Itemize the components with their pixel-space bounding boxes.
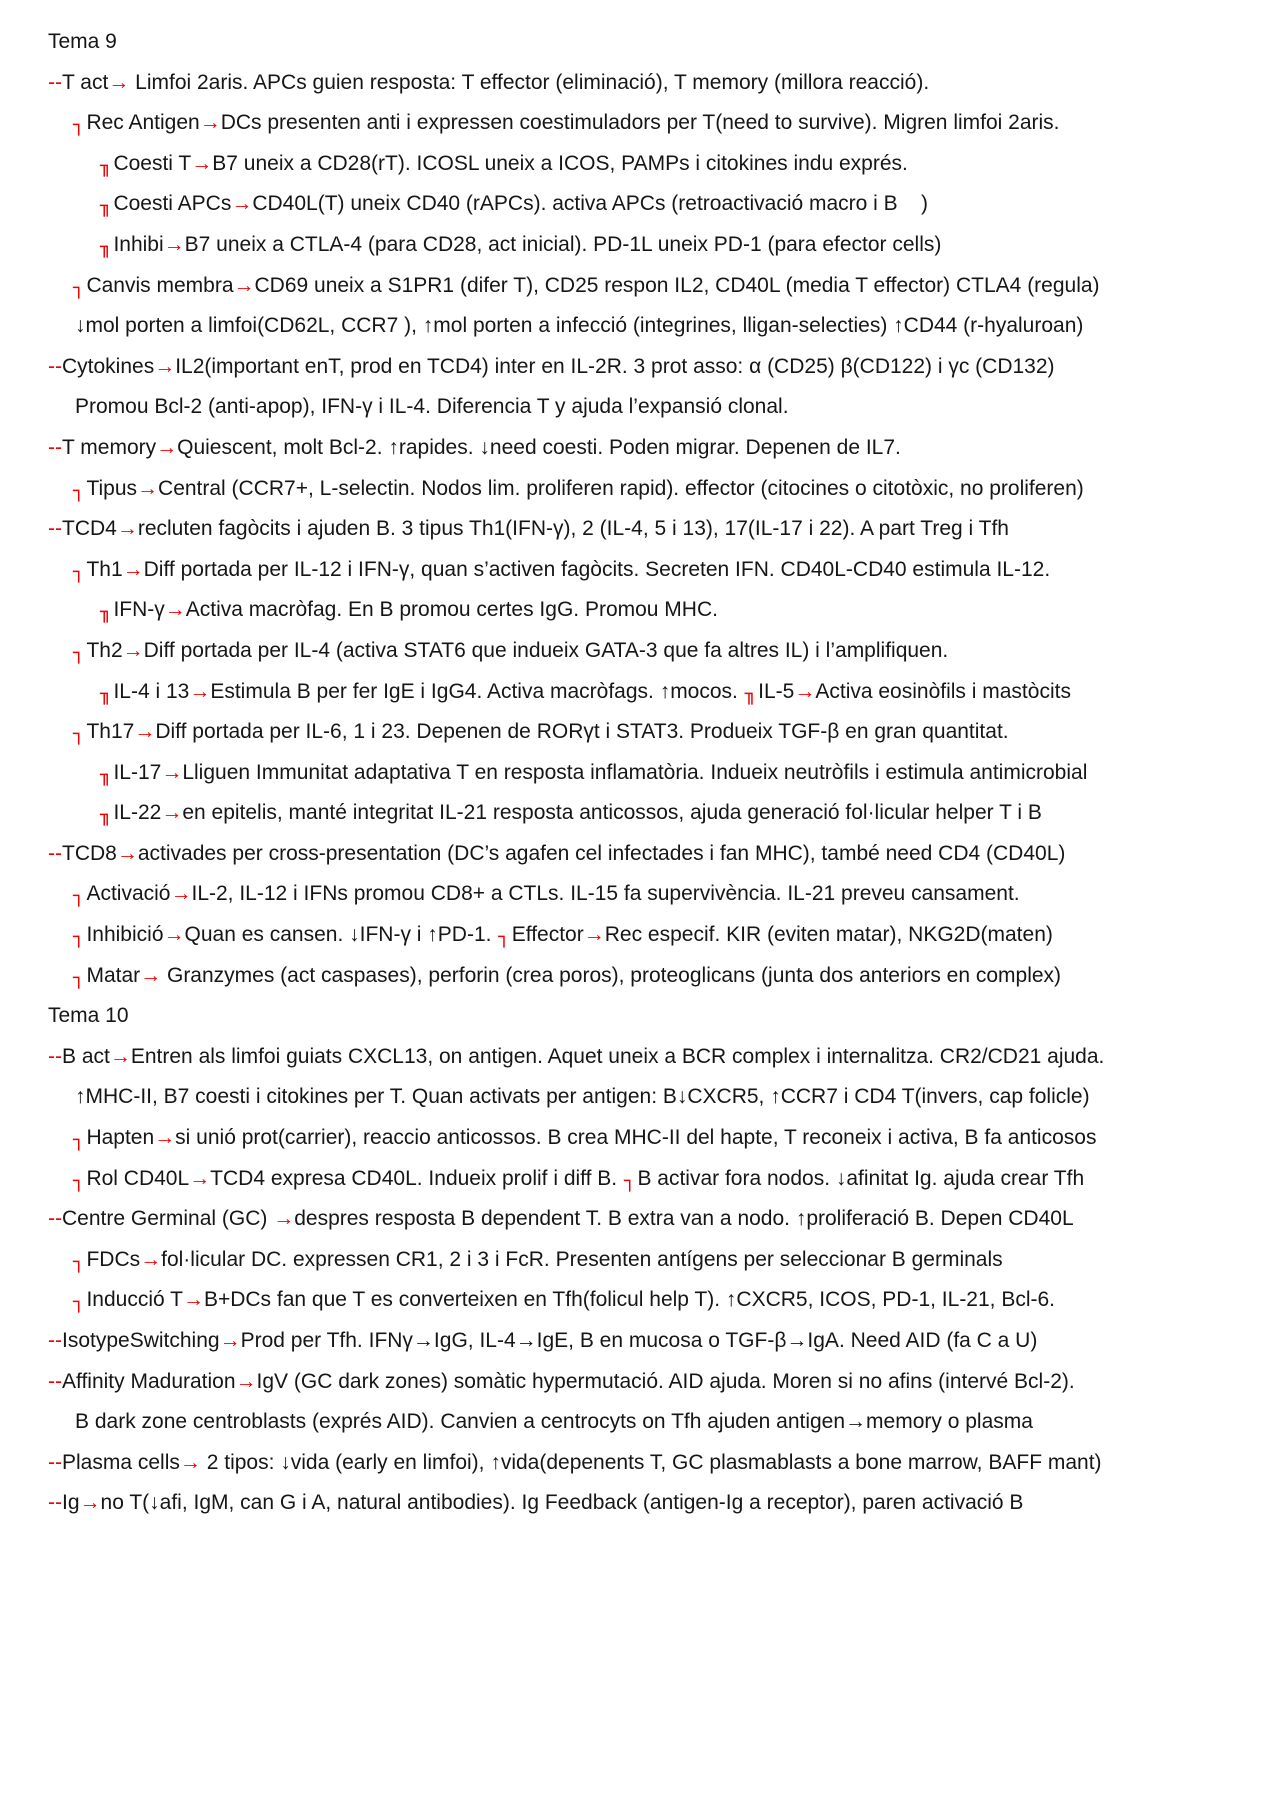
arrow-icon: → [108, 70, 136, 94]
text-segment: DCs presenten anti i expressen coestimuladors per T(need to survive). Migren limfoi 2aris. [220, 111, 1060, 135]
arrow-icon: → [79, 1491, 101, 1515]
note-line [0, 1199, 1280, 1240]
text-segment: ↓mol porten a limfoi(CD62L, CCR7 ), ↑mol porten a infecció (integrines, lligan-selecties) ↑CD44 (r-hyaluroan) [75, 314, 1084, 338]
bullet-icon: ┐ [73, 885, 85, 908]
dash-bullet-icon: -- [48, 1491, 62, 1515]
text-segment: FDCs [86, 1247, 141, 1271]
text-segment: Diff portada per IL-12 i IFN-γ, quan s’activen fagòcits. Secreten IFN. CD40L-CD40 estimula IL-12. [143, 557, 1051, 581]
dash-bullet-icon: -- [48, 354, 62, 378]
bullet-icon: ╖ [744, 682, 757, 705]
arrow-icon: → [233, 273, 255, 297]
text-segment: CD69 uneix a S1PR1 (difer T), CD25 respon IL2, CD40L (media T effector) CTLA4 (regula) [254, 273, 1100, 297]
note-line [0, 956, 1280, 997]
arrow-icon: → [164, 598, 186, 622]
bullet-icon: ┐ [73, 114, 85, 137]
arrow-icon: → [235, 1369, 257, 1393]
bullet-icon: ┐ [73, 723, 85, 746]
arrow-icon: → [170, 882, 192, 906]
arrow-icon: → [191, 151, 213, 175]
arrow-icon: → [179, 1450, 207, 1474]
note-line [0, 1321, 1280, 1362]
text-segment: Rec Antigen [86, 111, 200, 135]
bullet-icon: ┐ [73, 479, 85, 502]
bullet-icon: ┐ [73, 966, 85, 989]
arrow-icon: → [137, 476, 159, 500]
text-segment: Ig [62, 1491, 80, 1515]
text-segment: Promou Bcl-2 (anti-apop), IFN-γ i IL-4. Diferencia T y ajuda l’expansió clonal. [75, 395, 789, 419]
note-line [0, 834, 1280, 875]
arrow-icon: → [163, 923, 185, 947]
text-segment: IL-5 [758, 679, 795, 703]
note-line [0, 631, 1280, 672]
note-line [0, 753, 1280, 794]
note-line [0, 144, 1280, 185]
note-line [0, 469, 1280, 510]
note-line [0, 1280, 1280, 1321]
arrow-icon: → [154, 1126, 176, 1150]
arrow-icon: → [109, 1044, 131, 1068]
arrow-icon: → [154, 354, 176, 378]
text-segment: IL-2, IL-12 i IFNs promou CD8+ a CTLs. IL-15 fa supervivència. IL-21 preveu cansament. [191, 882, 1020, 906]
note-line [0, 387, 1280, 428]
note-line [0, 1483, 1280, 1524]
note-line [0, 1362, 1280, 1403]
arrow-icon: → [140, 963, 167, 987]
text-segment: Hapten [86, 1126, 155, 1150]
arrow-icon: → [219, 1329, 241, 1352]
text-segment: Quiescent, molt Bcl-2. ↑rapides. ↓need coesti. Poden migrar. Depenen de IL7. [177, 435, 901, 459]
text-segment: IL-4 i 13 [113, 679, 190, 703]
note-line [0, 1240, 1280, 1281]
bullet-icon: ┐ [73, 1129, 85, 1152]
arrow-icon: → [116, 517, 138, 541]
note-line [0, 1443, 1280, 1484]
note-line [0, 1402, 1280, 1443]
note-line [0, 672, 1280, 713]
text-segment: B activar fora nodos. ↓afinitat Ig. ajuda crear Tfh [637, 1166, 1085, 1190]
arrow-icon: → [189, 1166, 211, 1190]
bullet-icon: ╖ [100, 763, 112, 786]
text-segment: B7 uneix a CTLA-4 (para CD28, act inicial). PD-1L uneix PD-1 (para efector cells) [184, 232, 942, 256]
text-segment: T memory [62, 435, 157, 459]
note-line [0, 874, 1280, 915]
note-line [0, 1077, 1280, 1118]
text-segment: fol·licular DC. expressen CR1, 2 i 3 i FcR. Presenten antígens per seleccionar B germinals [161, 1247, 1003, 1271]
text-segment: Plasma cells [62, 1450, 180, 1474]
note-line [0, 793, 1280, 834]
dash-bullet-icon: -- [48, 435, 62, 459]
bullet-icon: ┐ [73, 560, 85, 583]
text-segment: CD40L(T) uneix CD40 (rAPCs). activa APCs (retroactivació macro i B ) [252, 192, 929, 216]
note-line [0, 915, 1280, 956]
dash-bullet-icon: -- [48, 517, 62, 541]
arrow-icon: → [134, 720, 156, 744]
text-segment: IL-17 [113, 760, 162, 784]
note-line [0, 550, 1280, 591]
text-segment: Affinity Maduration [62, 1369, 236, 1393]
bullet-icon: ╖ [100, 195, 112, 218]
text-segment: IsotypeSwitching [62, 1329, 220, 1352]
dash-bullet-icon: -- [48, 1044, 62, 1068]
text-segment: Effector [511, 923, 584, 947]
text-segment: Diff portada per IL-4 (activa STAT6 que indueix GATA-3 que fa altres IL) i l’amplifiquen. [143, 638, 949, 662]
bullet-icon: ┐ [73, 926, 85, 949]
text-segment: Inhibi [113, 232, 164, 256]
arrow-icon: → [163, 232, 185, 256]
dash-bullet-icon: -- [48, 70, 62, 94]
arrow-icon: → [122, 638, 144, 662]
text-segment: ↑MHC-II, B7 coesti i citokines per T. Quan activats per antigen: B↓CXCR5, ↑CCR7 i CD4 T(invers, cap folicle) [75, 1085, 1090, 1109]
bullet-icon: ┐ [73, 276, 85, 299]
bullet-icon: ┐ [73, 1291, 85, 1314]
text-segment: IgV (GC dark zones) somàtic hypermutació. AID ajuda. Moren si no afins (intervé Bcl-2). [256, 1369, 1075, 1393]
note-line [0, 184, 1280, 225]
text-segment: Lliguen Immunitat adaptativa T en resposta inflamatòria. Indueix neutròfils i estimula antimicrobial [182, 760, 1088, 784]
note-line [0, 428, 1280, 469]
note-line [0, 1037, 1280, 1078]
arrow-icon: → [189, 679, 211, 703]
bullet-icon: ╖ [100, 601, 112, 624]
text-segment: Coesti T [113, 151, 192, 175]
note-line [0, 712, 1280, 753]
dash-bullet-icon: -- [48, 1450, 62, 1474]
bullet-icon: ┐ [498, 926, 510, 949]
bullet-icon: ┐ [73, 1250, 85, 1273]
text-segment: 2 tipos: ↓vida (early en limfoi), ↑vida(depenents T, GC plasmablasts a bone marrow, BAFF mant) [206, 1450, 1102, 1474]
note-line [0, 1159, 1280, 1200]
arrow-icon: → [794, 679, 816, 703]
text-segment: Tema 9 [48, 30, 117, 53]
text-segment: Tema 10 [48, 1004, 129, 1028]
text-segment: Rec especif. KIR (eviten matar), NKG2D(maten) [604, 923, 1053, 947]
bullet-icon: ╖ [100, 235, 112, 258]
note-line [0, 103, 1280, 144]
bullet-icon: ┐ [623, 1169, 636, 1192]
text-segment: Centre Germinal (GC) [62, 1207, 274, 1231]
note-line [0, 63, 1280, 104]
text-segment: Limfoi 2aris. APCs guien resposta: T effector (eliminació), T memory (millora reacció). [135, 70, 930, 94]
note-line [0, 1118, 1280, 1159]
arrow-icon: → [122, 557, 144, 581]
bullet-icon: ┐ [73, 1169, 85, 1192]
note-line [0, 306, 1280, 347]
text-segment: IL2(important enT, prod en TCD4) inter en IL-2R. 3 prot asso: α (CD25) β(CD122) i γc (CD132) [175, 354, 1055, 378]
text-segment: Tipus [86, 476, 138, 500]
arrow-icon: → [161, 760, 183, 784]
text-segment: en epitelis, manté integritat IL-21 resposta anticossos, ajuda generació fol·licular helper T i B [182, 801, 1042, 825]
text-segment: si unió prot(carrier), reaccio anticossos. B crea MHC-II del hapte, T reconeix i activa, B fa anticosos [175, 1126, 1097, 1150]
text-segment: Activa eosinòfils i mastòcits [815, 679, 1071, 703]
text-segment: IFN-γ [113, 598, 165, 622]
arrow-icon: → [583, 923, 605, 947]
arrow-icon: → [199, 111, 221, 135]
text-segment: activades per cross-presentation (DC’s agafen cel infectades i fan MHC), també need CD4 (CD40L) [137, 841, 1066, 865]
note-line [0, 590, 1280, 631]
text-segment: Inhibició [86, 923, 164, 947]
arrow-icon: → [116, 841, 138, 865]
text-segment: Prod per Tfh. IFNγ→IgG, IL-4→IgE, B en mucosa o TGF-β→IgA. Need AID (fa C a U) [240, 1329, 1038, 1352]
text-segment: TCD4 [62, 517, 117, 541]
text-segment: B dark zone centroblasts (exprés AID). Canvien a centrocyts on Tfh ajuden antigen→memory o plasma [75, 1410, 1033, 1434]
text-segment: Canvis membra [86, 273, 234, 297]
text-segment: Th17 [86, 720, 135, 744]
text-segment: Inducció T [86, 1288, 183, 1312]
text-segment: Estimula B per fer IgE i IgG4. Activa macròfags. ↑mocos. [210, 679, 744, 703]
note-line [0, 509, 1280, 550]
text-segment: Rol CD40L [86, 1166, 190, 1190]
dash-bullet-icon: -- [48, 1369, 62, 1393]
text-segment: TCD4 expresa CD40L. Indueix prolif i diff B. [210, 1166, 623, 1190]
text-segment: Entren als limfoi guiats CXCL13, on antigen. Aquet uneix a BCR complex i internalitza. CR2/CD21 ajuda. [130, 1044, 1105, 1068]
text-segment: Cytokines [62, 354, 155, 378]
text-segment: Activa macròfag. En B promou certes IgG. Promou MHC. [185, 598, 718, 622]
bullet-icon: ╖ [100, 154, 112, 177]
note-line [0, 266, 1280, 307]
dash-bullet-icon: -- [48, 1329, 62, 1352]
arrow-icon: → [231, 192, 253, 216]
section-title [0, 996, 1280, 1037]
text-segment: recluten fagòcits i ajuden B. 3 tipus Th1(IFN-γ), 2 (IL-4, 5 i 13), 17(IL-17 i 22). A part Treg i Tfh [137, 517, 1009, 541]
text-segment: Th2 [86, 638, 123, 662]
arrow-icon: → [273, 1207, 295, 1231]
text-segment: Diff portada per IL-6, 1 i 23. Depenen de RORγt i STAT3. Produeix TGF-β en gran quantitat. [155, 720, 1009, 744]
text-segment: B+DCs fan que T es converteixen en Tfh(folicul help T). ↑CXCR5, ICOS, PD-1, IL-21, Bcl-6. [203, 1288, 1056, 1312]
text-segment: Activació [86, 882, 171, 906]
text-segment: despres resposta B dependent T. B extra van a nodo. ↑proliferació B. Depen CD40L [294, 1207, 1074, 1231]
arrow-icon: → [156, 435, 178, 459]
text-segment: Granzymes (act caspases), perforin (crea poros), proteoglicans (junta dos anteriors en complex) [166, 963, 1062, 987]
note-line [0, 347, 1280, 388]
bullet-icon: ╖ [100, 804, 112, 827]
arrow-icon: → [140, 1247, 162, 1271]
text-segment: no T(↓afi, IgM, can G i A, natural antibodies). Ig Feedback (antigen-Ig a receptor), paren activació B [100, 1491, 1024, 1515]
text-segment: Matar [86, 963, 141, 987]
bullet-icon: ┐ [73, 641, 85, 664]
dash-bullet-icon: -- [48, 1207, 62, 1231]
arrow-icon: → [161, 801, 183, 825]
text-segment: B7 uneix a CD28(rT). ICOSL uneix a ICOS, PAMPs i citokines indu exprés. [212, 151, 908, 175]
text-segment: T act [62, 70, 109, 94]
note-line [0, 225, 1280, 266]
dash-bullet-icon: -- [48, 841, 62, 865]
text-segment: Quan es cansen. ↓IFN-γ i ↑PD-1. [184, 923, 498, 947]
bullet-icon: ╖ [100, 682, 112, 705]
text-segment: Central (CCR7+, L-selectin. Nodos lim. proliferen rapid). effector (citocines o citotòxic, no proliferen) [158, 476, 1084, 500]
text-segment: Coesti APCs [113, 192, 232, 216]
text-segment: TCD8 [62, 841, 117, 865]
text-segment: B act [62, 1044, 110, 1068]
section-title [0, 22, 1280, 63]
text-segment: Th1 [86, 557, 123, 581]
arrow-icon: → [182, 1288, 204, 1312]
text-segment: IL-22 [113, 801, 162, 825]
